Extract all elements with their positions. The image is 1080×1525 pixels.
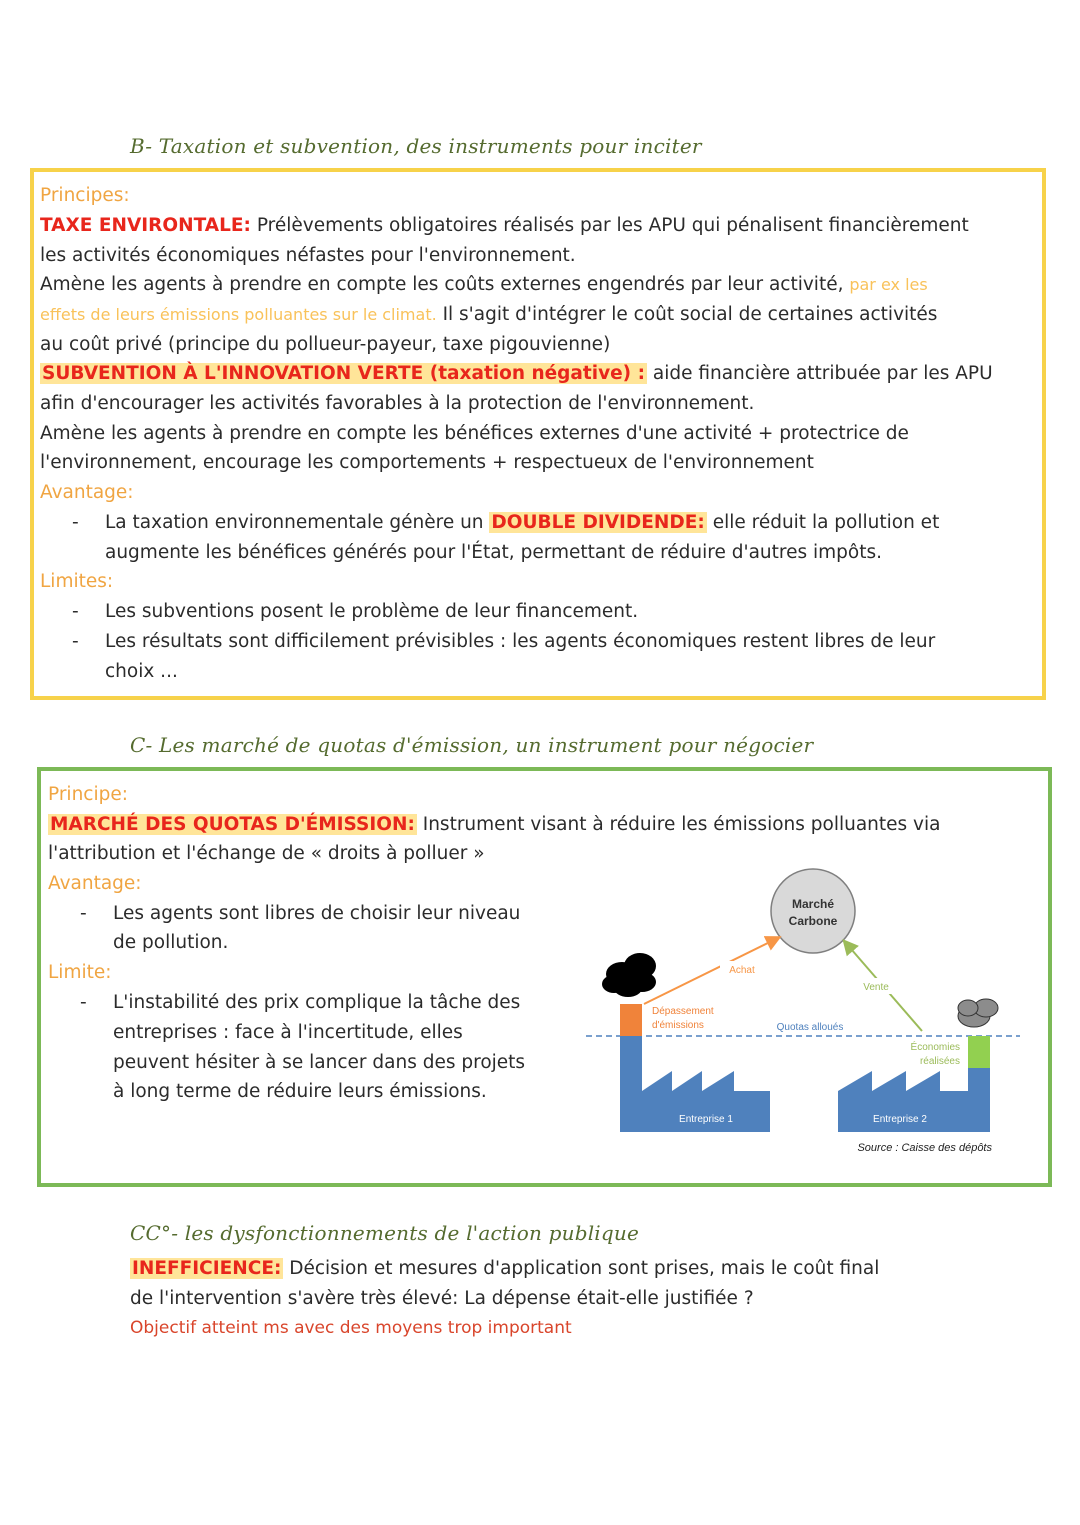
bullet-dash: - — [72, 512, 79, 533]
economies-label-2: réalisées — [919, 1056, 960, 1067]
principes-label: Principes: — [40, 185, 130, 206]
tax-effect-2-example: effets de leurs émissions polluantes sur le climat. — [40, 305, 437, 324]
section-cc-heading: CC°- les dysfonctionnements de l'action publique — [130, 1221, 640, 1245]
subvention-effect-line-1: Amène les agents à prendre en compte les bénéfices externes d'une activité + protectrice de — [40, 423, 909, 444]
limite-label-c: Limite: — [48, 962, 112, 983]
carbon-market-circle — [771, 869, 855, 953]
section-b-heading: B- Taxation et subvention, des instruments pour inciter — [130, 134, 702, 158]
avantage-line-2: augmente les bénéfices générés pour l'État, permettant de réduire d'autres impôts. — [105, 542, 882, 563]
entreprise-1-label: Entreprise 1 — [679, 1114, 733, 1125]
depassement-label-2: d'émissions — [652, 1020, 704, 1031]
quotas-definition-line-1 — [48, 810, 941, 840]
bullet-dash: - — [80, 992, 87, 1013]
quotas-term: MARCHÉ DES QUOTAS D'ÉMISSION: — [50, 814, 415, 835]
subvention-def-1: aide financière attribuée par les APU — [646, 363, 993, 384]
tax-definition-line-1 — [40, 211, 969, 241]
limite-1: Les subventions posent le problème de leur financement. — [105, 601, 639, 622]
avantage-1a: La taxation environnementale génère un — [105, 512, 490, 533]
depassement-label-1: Dépassement — [652, 1006, 714, 1017]
source-label: Source : Caisse des dépôts — [857, 1142, 992, 1154]
tax-definition-line-2: les activités économiques néfastes pour l'environnement. — [40, 245, 576, 266]
grey-cloud-icon — [958, 999, 998, 1027]
inefficience-line-1 — [130, 1254, 879, 1284]
double-dividende-term: DOUBLE DIVIDENDE: — [491, 512, 705, 533]
avantage-label-c: Avantage: — [48, 873, 142, 894]
economies-label-1: Économies — [910, 1042, 960, 1053]
tax-effect-1-example: par ex les — [849, 275, 928, 294]
tax-def-1: Prélèvements obligatoires réalisés par les APU qui pénalisent financièrement — [250, 215, 969, 236]
limite-c-3: peuvent hésiter à se lancer dans des projets — [113, 1052, 526, 1073]
savings-bar — [968, 1036, 990, 1068]
subvention-line-1 — [40, 359, 993, 389]
bullet-dash: - — [80, 903, 87, 924]
avantage-label: Avantage: — [40, 482, 134, 503]
limite-2a: Les résultats sont difficilement prévisibles : les agents économiques restent libres de leur — [105, 631, 936, 652]
avantage-line-1 — [105, 508, 939, 538]
principe-label: Principe: — [48, 784, 128, 805]
quotas-definition-line-2: l'attribution et l'échange de « droits à polluer » — [48, 843, 485, 864]
limite-c-4: à long terme de réduire leurs émissions. — [113, 1081, 487, 1102]
quotas-label: Quotas alloués — [776, 1022, 844, 1033]
limite-c-1: L'instabilité des prix complique la tâche des — [113, 992, 521, 1013]
market-label-1: Marché — [791, 897, 835, 911]
subvention-effect-line-2: l'environnement, encourage les comportements + respectueux de l'environnement — [40, 452, 814, 473]
inefficience-term: INEFFICIENCE: — [132, 1258, 282, 1279]
carbon-market-diagram — [584, 866, 1024, 1156]
section-c-heading: C- Les marché de quotas d'émission, un instrument pour négocier — [130, 733, 814, 757]
bullet-dash: - — [72, 601, 79, 622]
tax-effect-line-1 — [40, 270, 928, 300]
market-label-2: Carbone — [788, 914, 838, 928]
avantage-1b: elle réduit la pollution et — [706, 512, 940, 533]
achat-label: Achat — [729, 965, 755, 976]
entreprise-2-label: Entreprise 2 — [873, 1114, 927, 1125]
tax-effect-line-3: au coût privé (principe du pollueur-payeur, taxe pigouvienne) — [40, 334, 611, 355]
tax-term: TAXE ENVIRONTALE: — [40, 215, 251, 236]
inefficience-note: Objectif atteint ms avec des moyens trop important — [130, 1318, 572, 1338]
limites-label: Limites: — [40, 571, 114, 592]
bullet-dash: - — [72, 631, 79, 652]
vente-label: Vente — [863, 982, 889, 993]
avantage-c-2: de pollution. — [113, 932, 229, 953]
limite-2b: choix ... — [105, 661, 178, 682]
subvention-line-2: afin d'encourager les activités favorables à la protection de l'environnement. — [40, 393, 755, 414]
quotas-def-1: Instrument visant à réduire les émissions polluantes via — [416, 814, 941, 835]
black-cloud-icon — [602, 953, 656, 997]
inefficience-line-2: de l'intervention s'avère très élevé: La dépense était-elle justifiée ? — [130, 1288, 754, 1309]
excess-emissions-bar — [620, 1004, 642, 1036]
subvention-term: SUBVENTION À L'INNOVATION VERTE (taxation négative) : — [42, 363, 645, 384]
tax-effect-2: Il s'agit d'intégrer le coût social de certaines activités — [436, 304, 938, 325]
tax-effect-line-2 — [40, 300, 937, 330]
tax-effect-1: Amène les agents à prendre en compte les coûts externes engendrés par leur activité, — [40, 274, 850, 295]
avantage-c-1: Les agents sont libres de choisir leur niveau — [113, 903, 521, 924]
limite-c-2: entreprises : face à l'incertitude, elles — [113, 1022, 463, 1043]
inefficience-def-1: Décision et mesures d'application sont prises, mais le coût final — [283, 1258, 880, 1279]
